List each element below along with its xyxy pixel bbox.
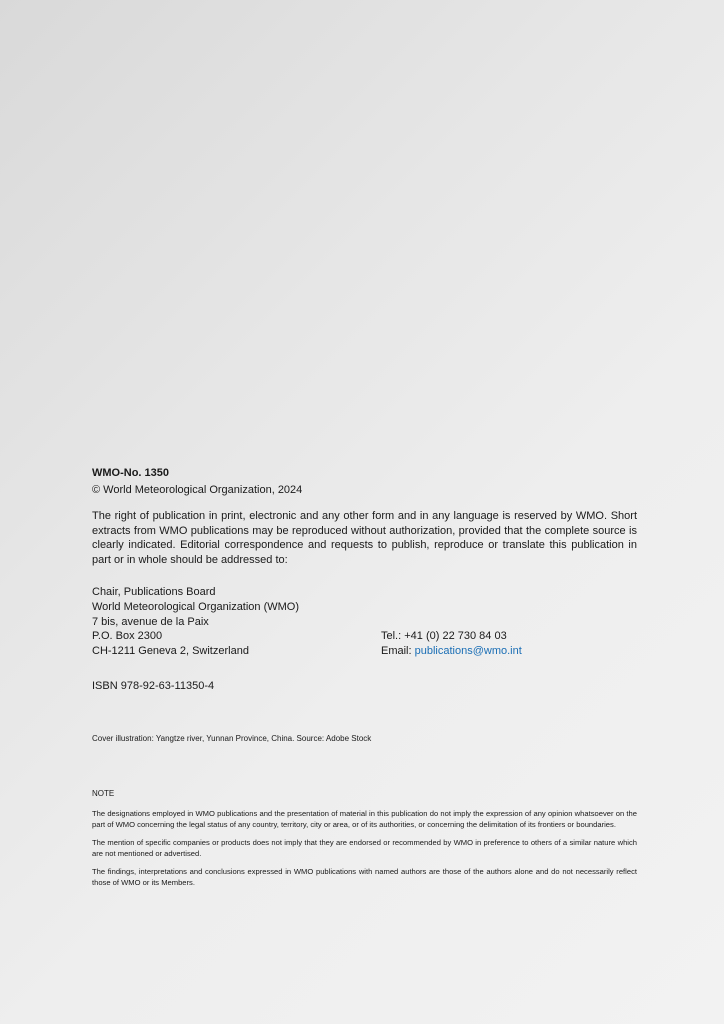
note-heading: NOTE bbox=[92, 789, 115, 799]
address-line: P.O. Box 2300 bbox=[92, 630, 163, 643]
email-label: Email: bbox=[381, 644, 412, 657]
imprint-page bbox=[92, 466, 637, 888]
note-paragraph: The designations employed in WMO publications and the presentation of material in this publication do not imply the expression of any opinion whatsoever on the part of WMO concerning the legal status of any country, territory, city or area, or of its authorities, or concerning the delimitation of its frontiers or boundaries. bbox=[92, 809, 637, 829]
postal-address bbox=[92, 585, 299, 658]
address-line: Chair, Publications Board bbox=[92, 586, 216, 599]
address-line: CH-1211 Geneva 2, Switzerland bbox=[92, 644, 249, 657]
copyright-notice: © World Meteorological Organization, 2024 bbox=[92, 484, 303, 496]
cover-illustration-credit: Cover illustration: Yangtze river, Yunnan Province, China. Source: Adobe Stock bbox=[92, 734, 372, 744]
telephone-value: +41 (0) 22 730 84 03 bbox=[404, 630, 507, 643]
address-line: World Meteorological Organization (WMO) bbox=[92, 600, 300, 613]
contact-address-block bbox=[92, 585, 637, 659]
telephone-label: Tel.: bbox=[381, 630, 402, 643]
telephone-line bbox=[381, 629, 522, 644]
isbn: ISBN 978-92-63-11350-4 bbox=[92, 680, 215, 693]
email-line bbox=[381, 644, 522, 659]
wmo-number: WMO-No. 1350 bbox=[92, 467, 170, 479]
contact-details bbox=[381, 629, 522, 658]
note-paragraph: The mention of specific companies or products does not imply that they are endorsed or recommended by WMO in preference to others of a similar nature which are not mentioned or advertised. bbox=[92, 838, 637, 858]
address-line: 7 bis, avenue de la Paix bbox=[92, 615, 209, 628]
note-paragraph: The findings, interpretations and conclusions expressed in WMO publications with named authors are those of the authors alone and do not necessarily reflect those of WMO or its Members. bbox=[92, 867, 637, 887]
rights-statement: The right of publication in print, electronic and any other form and in any language is reserved by WMO. Short extracts from WMO publications may be reproduced without authorization, provided that the complete source is clearly indicated. Editorial correspondence and requests to publish, reproduce or translate this publication in part or in whole should be addressed to: bbox=[92, 510, 637, 566]
email-link[interactable]: publications@wmo.int bbox=[414, 644, 522, 657]
